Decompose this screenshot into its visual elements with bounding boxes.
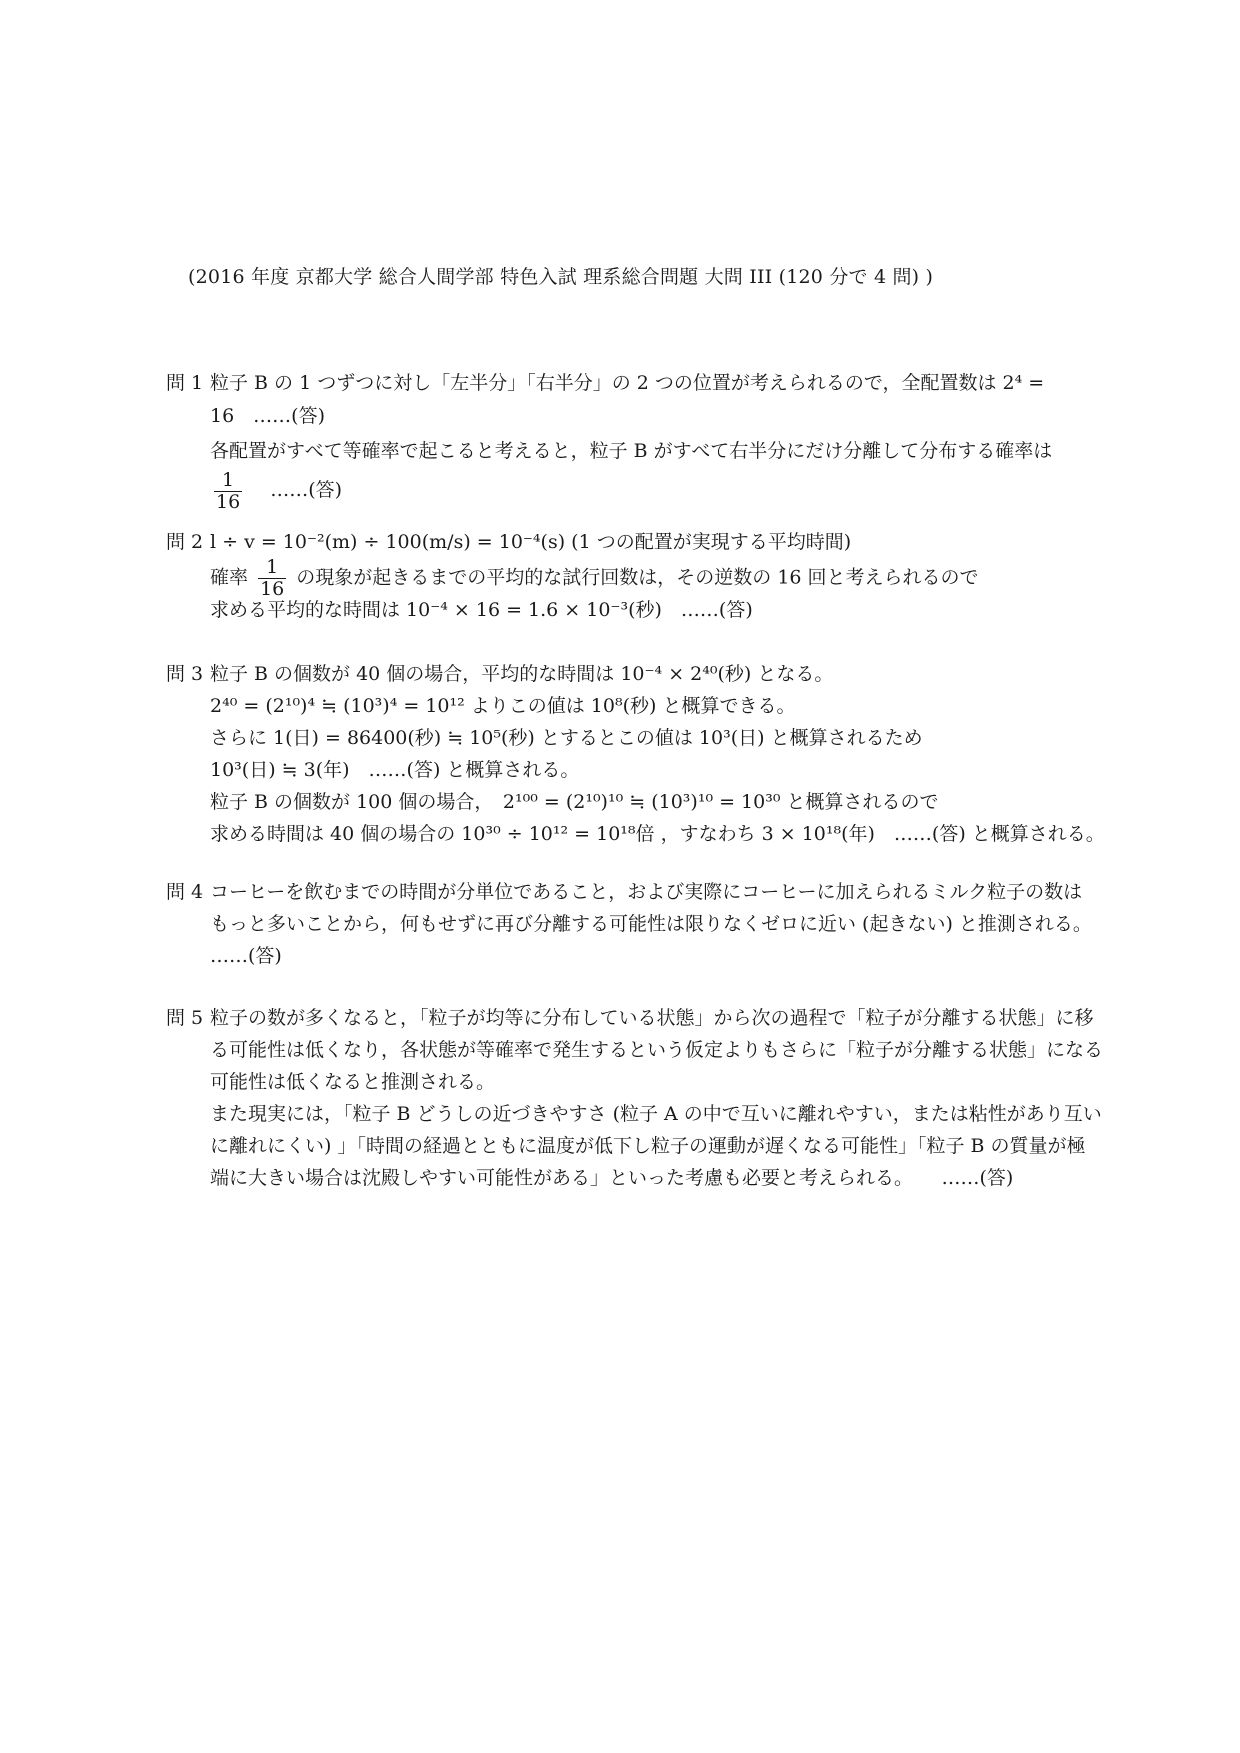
answer-mark: ……(答)	[270, 479, 343, 502]
fraction-denominator: 16	[260, 577, 285, 600]
question-3-label: 問 3	[166, 663, 204, 685]
question-4-line-1: コーヒーを飲むまでの時間が分単位であること，および実際にコーヒーに加えられるミルク粒子の数は	[210, 881, 1083, 903]
question-1-line-3: 各配置がすべて等確率で起こると考えると，粒子 B がすべて右半分にだけ分離して分布する確率は	[210, 440, 1053, 462]
fraction-numerator: 1	[214, 470, 242, 492]
exam-source-header: (2016 年度 京都大学 総合人間学部 特色入試 理系総合問題 大問 III (120 分で 4 問) )	[188, 266, 934, 288]
question-3-line-1: 粒子 B の個数が 40 個の場合，平均的な時間は 10⁻⁴ × 2⁴⁰(秒) となる。	[210, 663, 834, 685]
question-2-label: 問 2	[166, 531, 204, 553]
question-4-label: 問 4	[166, 881, 204, 903]
question-2-line-2-tail: の現象が起きるまでの平均的な試行回数は，その逆数の 16 回と考えられるので	[296, 566, 979, 589]
question-5-line-2: る可能性は低くなり，各状態が等確率で発生するという仮定よりもさらに「粒子が分離する状態」になる	[210, 1039, 1104, 1061]
question-5-line-3: 可能性は低くなると推測される。	[210, 1071, 496, 1093]
probability-fraction	[258, 557, 286, 600]
question-5-line-1: 粒子の数が多くなると，「粒子が均等に分布している状態」から次の過程で「粒子が分離する状態」に移	[210, 1007, 1094, 1029]
question-1-line-1: 粒子 B の 1 つずつに対し「左半分」「右半分」の 2 つの位置が考えられるので，全配置数は 2⁴ =	[210, 372, 1045, 394]
question-4-line-3: ……(答)	[210, 945, 282, 967]
question-2-line-1: l ÷ v = 10⁻²(m) ÷ 100(m/s) = 10⁻⁴(s) (1 つの配置が実現する平均時間)	[210, 531, 852, 553]
question-1-line-4	[210, 470, 342, 516]
question-3-line-6: 求める時間は 40 個の場合の 10³⁰ ÷ 10¹² = 10¹⁸倍 ，すなわち 3 × 10¹⁸(年) ……(答) と概算される。	[210, 823, 1105, 845]
fraction-numerator: 1	[258, 557, 286, 579]
question-3-line-5: 粒子 B の個数が 100 個の場合， 2¹⁰⁰ = (2¹⁰)¹⁰ ≒ (10³)¹⁰ = 10³⁰ と概算されるので	[210, 791, 939, 813]
fraction-denominator: 16	[216, 490, 241, 513]
question-1-label: 問 1	[166, 372, 204, 394]
question-3-line-2: 2⁴⁰ = (2¹⁰)⁴ ≒ (10³)⁴ = 10¹² よりこの値は 10⁸(秒) と概算できる。	[210, 695, 796, 717]
question-5-label: 問 5	[166, 1007, 204, 1029]
question-5-line-5: に離れにくい) 」「時間の経過とともに温度が低下し粒子の運動が遅くなる可能性」「粒子 B の質量が極	[210, 1135, 1086, 1157]
question-5-line-6: 端に大きい場合は沈殿しやすい可能性がある」といった考慮も必要と考えられる。 ……(答)	[210, 1167, 1014, 1189]
question-3-line-4: 10³(日) ≒ 3(年) ……(答) と概算される。	[210, 759, 580, 781]
question-2-line-2	[210, 556, 979, 600]
question-2-line-3: 求める平均的な時間は 10⁻⁴ × 16 = 1.6 × 10⁻³(秒) ……(答)	[210, 599, 753, 621]
question-4-line-2: もっと多いことから，何もせずに再び分離する可能性は限りなくゼロに近い (起きない) と推測される。	[210, 913, 1092, 935]
question-5-line-4: また現実には，「粒子 B どうしの近づきやすさ (粒子 A の中で互いに離れやすい，または粘性があり互い	[210, 1103, 1102, 1125]
question-3-line-3: さらに 1(日) = 86400(秒) ≒ 10⁵(秒) とするとこの値は 10³(日) と概算されるため	[210, 727, 923, 749]
question-1-line-2: 16 ……(答)	[210, 405, 326, 427]
probability-fraction	[214, 470, 242, 513]
question-2-line-2-head: 確率	[210, 566, 249, 589]
